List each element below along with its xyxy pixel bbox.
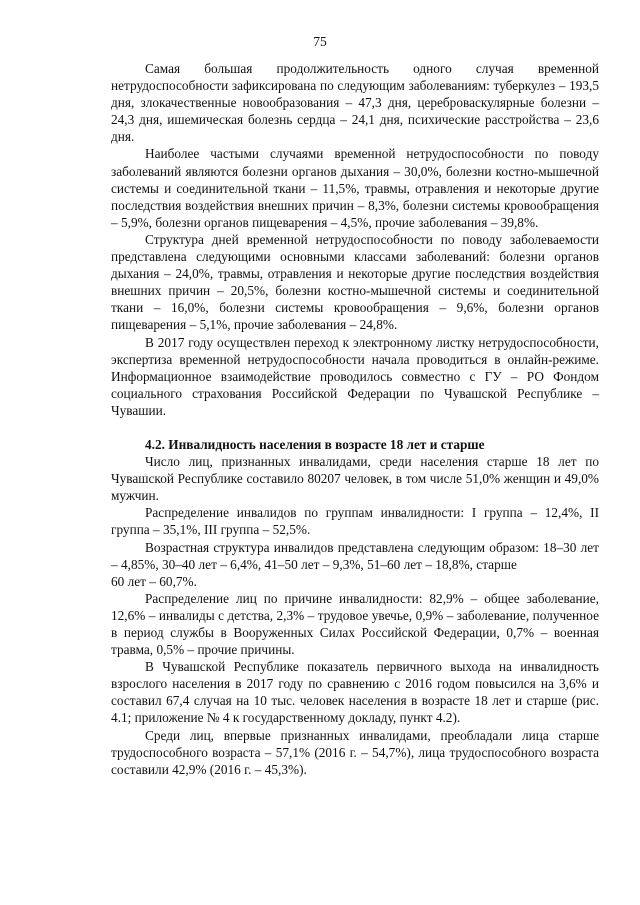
paragraph-age-structure-continued: 60 лет – 60,7%. [111, 573, 197, 589]
paragraph-age-of-newly-disabled: Среди лиц, впервые признанных инвалидами, преобладали лица старше трудоспособного возраста – 57,1% (2016 г. – 54,7%), лица трудоспособного возраста составили 42,9% (2016 г. – 45,3%). [111, 727, 599, 777]
body-text [111, 60, 599, 778]
paragraph-disability-causes: Распределение лиц по причине инвалидности: 82,9% – общее заболевание, 12,6% – инвалиды с детства, 2,3% – трудовое увечье, 0,9% – заболевание, полученное в период службы в Вооруженных Силах Российской Федерации, 0,7% – военная травма, 0,5% – прочие причины. [111, 590, 599, 658]
section-heading: 4.2. Инвалидность населения в возрасте 18 лет и старше [145, 436, 485, 452]
paragraph-frequent-cases: Наиболее частыми случаями временной нетрудоспособности по поводу заболеваний являются болезни органов дыхания – 30,0%, болезни костно-мышечной системы и соединительной ткани – 11,5%, травмы, отравления и некоторые другие последствия воздействия внешних причин – 8,3%, болезни системы кровообращения – 5,9%, болезни органов пищеварения – 4,5%, прочие заболевания – 39,8%. [111, 146, 599, 230]
paragraph-disability-groups: Распределение инвалидов по группам инвалидности: I группа – 12,4%, II группа – 35,1%, III группа – 52,5%. [111, 505, 599, 538]
paragraph-electronic-sick-leave: В 2017 году осуществлен переход к электронному листку нетрудоспособности, экспертиза временной нетрудоспособности начала проводиться в онлайн-режиме. Информационное взаимодействие проводилось совместно с ГУ – РО Фондом социального страхования Российской Федерации по Чувашской Республике – Чувашии. [111, 334, 599, 418]
page-number: 75 [313, 34, 327, 49]
paragraph-longest-cases: Самая большая продолжительность одного случая временной нетрудоспособности зафиксирована по следующим заболеваниям: туберкулез – 193,5 дня, злокачественные новообразования – 47,3 дня, цереброваскулярные болезни – 24,3 дня, ишемическая болезнь сердца – 24,1 дня, психические расстройства – 23,6 дня. [111, 61, 599, 145]
paragraph-primary-disability-rate: В Чувашской Республике показатель первичного выхода на инвалидность взрослого населения в 2017 году по сравнению с 2016 годом повысился на 3,6% и составил 67,4 случая на 10 тыс. человек населения в возрасте 18 лет и старше (рис. 4.1; приложение № 4 к государственному докладу, пункт 4.2). [111, 659, 599, 726]
section-spacer [111, 419, 599, 436]
paragraph-days-structure: Структура дней временной нетрудоспособности по поводу заболеваемости представлена следующими основными классами заболеваний: болезни органов дыхания – 24,0%, травмы, отравления и некоторые другие последствия воздействия внешних причин – 20,5%, болезни костно-мышечной системы и соединительной ткани – 16,0%, болезни системы кровообращения – 9,6%, болезни органов пищеварения – 5,1%, прочие заболевания – 24,8%. [111, 231, 599, 333]
paragraph-disabled-count: Число лиц, признанных инвалидами, среди населения старше 18 лет по Чувашской Республике составило 80207 человек, в том числе 51,0% женщин и 49,0% мужчин. [111, 454, 599, 504]
paragraph-age-structure: Возрастная структура инвалидов представлена следующим образом: 18–30 лет – 4,85%, 30–40 лет – 6,4%, 41–50 лет – 9,3%, 51–60 лет – 18,8%, старше [111, 539, 599, 572]
